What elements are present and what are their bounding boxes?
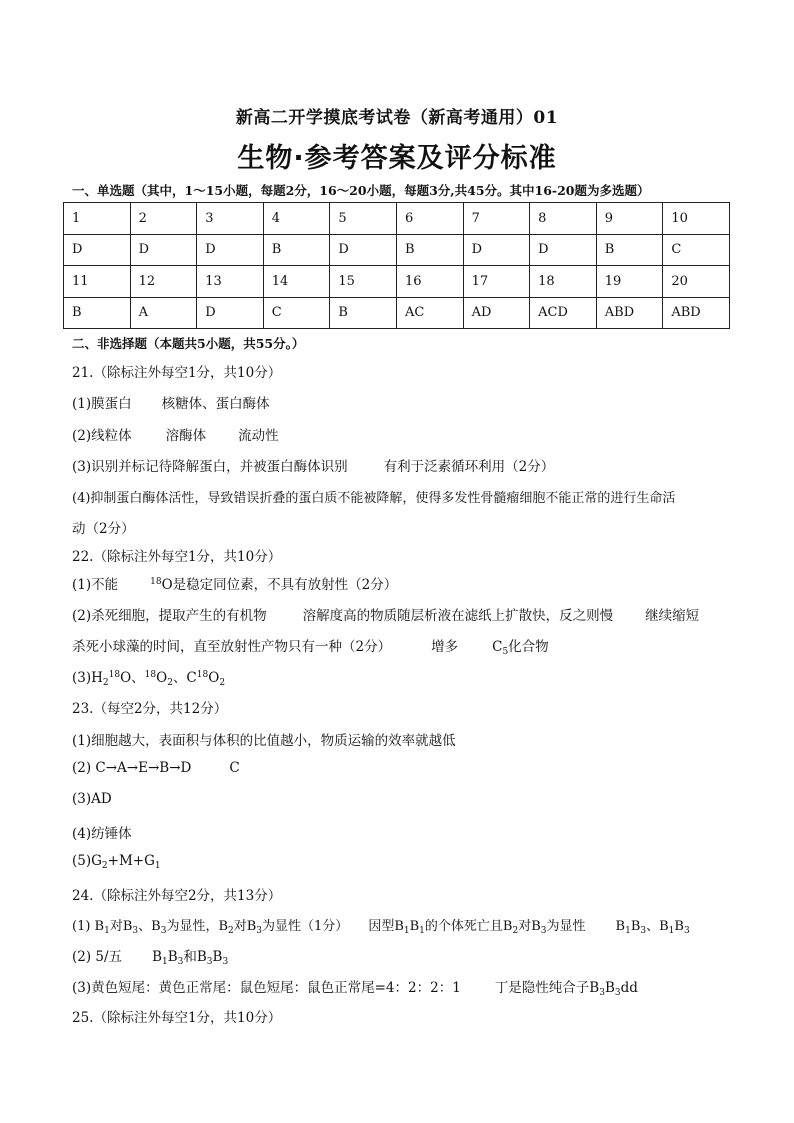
table-cell: 11	[64, 266, 131, 298]
table-cell: ABD	[596, 297, 663, 329]
table-cell: B	[263, 234, 330, 266]
table-cell: AC	[396, 297, 463, 329]
section2-heading: 二、非选择题（本题共5小题，共55分。）	[72, 336, 305, 351]
table-cell: C	[263, 297, 330, 329]
table-cell: 19	[596, 266, 663, 298]
table-cell: A	[130, 297, 197, 329]
table-cell: B	[64, 297, 131, 329]
table-cell: D	[197, 234, 264, 266]
table-cell: D	[330, 234, 397, 266]
q22-a1-part1: (1)不能	[72, 577, 119, 593]
table-cell: 2	[130, 203, 197, 235]
table-cell: 16	[396, 266, 463, 298]
table-cell: C	[663, 234, 730, 266]
q22-a2-c5-compound: $C_5$化合物	[492, 639, 549, 657]
q22-a2-part2: 溶解度高的物质随层析液在滤纸上扩散快，反之则慢	[302, 608, 614, 624]
q23-header: 23.（每空2分，共12分）	[72, 701, 228, 717]
table-cell: 10	[663, 203, 730, 235]
q21-answer-2	[72, 424, 279, 444]
answer-table	[63, 202, 730, 329]
exam-title: 新高二开学摸底考试卷（新高考通用）01	[235, 108, 559, 128]
table-row	[64, 297, 730, 329]
q21-answer-3	[72, 455, 554, 475]
q23-answer-4: (4)纺锤体	[72, 826, 132, 842]
table-row	[64, 234, 730, 266]
q22-answer-2-line1	[72, 604, 699, 624]
q22-a1-sup: 18	[150, 577, 162, 587]
q24-header: 24.（除标注外每空2分，共13分）	[72, 888, 282, 904]
table-row	[64, 266, 730, 298]
q21-a1-part1: (1)膜蛋白	[72, 396, 132, 412]
q21-header: 21.（除标注外每空1分，共10分）	[72, 365, 282, 381]
table-cell: 14	[263, 266, 330, 298]
table-row	[64, 203, 730, 235]
q21-answer-1	[72, 392, 270, 412]
q22-answer-1	[72, 573, 397, 593]
q22-a2-part4: 杀死小球藻的时间，直至放射性产物只有一种（2分）	[72, 639, 392, 655]
q24-answer-3: (3)黄色短尾：黄色正常尾：鼠色短尾：鼠色正常尾=4：2：2：1 丁是隐性纯合子$B_3B_3dd$	[72, 980, 638, 998]
q21-a1-part2: 核糖体、蛋白酶体	[161, 396, 270, 412]
table-cell: B	[330, 297, 397, 329]
q23-answer-2	[72, 760, 240, 776]
section1-heading: 一、单选题（其中，1～15小题，每题2分，16～20小题，每题3分,共45分。其中16-20题为多选题）	[72, 183, 650, 198]
q22-a2-part5: 增多	[431, 639, 459, 655]
table-cell: 3	[197, 203, 264, 235]
q21-a3-part2: 有利于泛素循环利用（2分）	[383, 459, 555, 475]
q23-answer-5: $(5)G_2+M+G_1$	[72, 853, 161, 871]
table-cell: 12	[130, 266, 197, 298]
table-cell: B	[596, 234, 663, 266]
table-cell: 7	[463, 203, 530, 235]
table-cell: D	[530, 234, 597, 266]
q22-answer-2-line2	[72, 635, 549, 657]
table-cell: D	[197, 297, 264, 329]
q21-answer-4-line2: 动（2分）	[72, 521, 135, 537]
table-cell: D	[130, 234, 197, 266]
table-cell: 5	[330, 203, 397, 235]
table-cell: 17	[463, 266, 530, 298]
q23-a2-part1: (2) C→A→E→B→D	[72, 760, 192, 776]
q22-a1-part2: O是稳定同位素，不具有放射性（2分）	[161, 577, 398, 593]
q22-a2-part3: 继续缩短	[645, 608, 700, 624]
table-cell: D	[64, 234, 131, 266]
q21-a2-part1: (2)线粒体	[72, 428, 132, 444]
exam-subtitle: 生物·参考答案及评分标准	[237, 143, 557, 174]
table-cell: AD	[463, 297, 530, 329]
q23-answer-3: (3)AD	[72, 791, 112, 807]
q23-answer-1: (1)细胞越大，表面积与体积的比值越小，物质运输的效率就越低	[72, 733, 456, 749]
q22-a2-part1: (2)杀死细胞，提取产生的有机物	[72, 608, 267, 624]
table-cell: 18	[530, 266, 597, 298]
table-cell: 6	[396, 203, 463, 235]
table-cell: 4	[263, 203, 330, 235]
q21-answer-4-line1: (4)抑制蛋白酶体活性，导致错误折叠的蛋白质不能被降解，使得多发性骨髓瘤细胞不能正常的进行生命活	[72, 491, 676, 506]
q22-answer-3: $(3)H_2^{18}O$、$^{18}O_2$、$C^{18}O_2$	[72, 670, 226, 688]
q24-answer-2: (2) 5/五 $B_1B_3$和$B_3B_3$	[72, 949, 229, 967]
q24-answer-1: (1) $B_1$对$B_3$、$B_3$为显性，$B_2$对$B_3$为显性（1分） 因型$B_1B_1$的个体死亡且$B_2$对$B_3$为显性 $B_1B_3$、$B_1B_3$	[72, 919, 690, 936]
q22-header: 22.（除标注外每空1分，共10分）	[72, 549, 282, 565]
q21-a3-part1: (3)识别并标记待降解蛋白，并被蛋白酶体识别	[72, 459, 348, 475]
table-cell: ACD	[530, 297, 597, 329]
table-cell: ABD	[663, 297, 730, 329]
table-cell: 9	[596, 203, 663, 235]
table-cell: 8	[530, 203, 597, 235]
q23-a2-part2: C	[229, 760, 240, 776]
table-cell: 13	[197, 266, 264, 298]
q21-a2-part2: 溶酶体	[165, 428, 207, 444]
table-cell: 20	[663, 266, 730, 298]
table-cell: B	[396, 234, 463, 266]
q21-a2-part3: 流动性	[238, 428, 279, 444]
table-cell: 1	[64, 203, 131, 235]
table-cell: 15	[330, 266, 397, 298]
q25-header: 25.（除标注外每空1分，共10分）	[72, 1010, 282, 1026]
table-cell: D	[463, 234, 530, 266]
